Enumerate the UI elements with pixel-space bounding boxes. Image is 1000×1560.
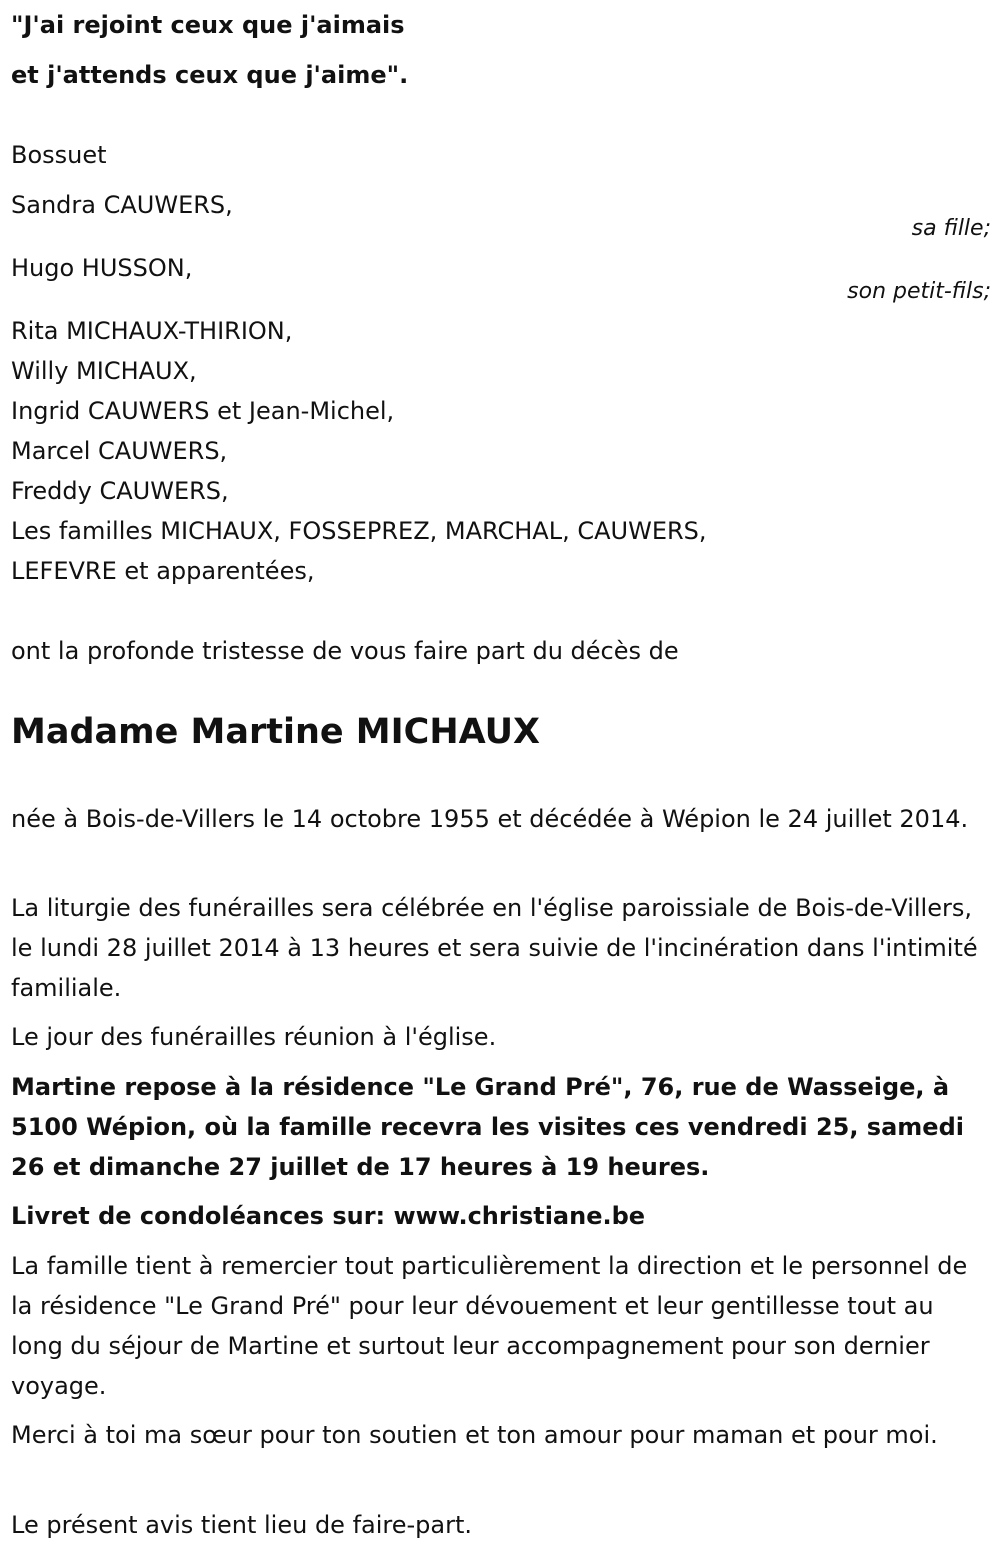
quote-line-2: et j'attends ceux que j'aime". bbox=[11, 61, 409, 89]
family-member: Willy MICHAUX, bbox=[11, 357, 197, 385]
sister-paragraph: Merci à toi ma sœur pour ton soutien et ton amour pour maman et pour moi. bbox=[11, 1421, 938, 1449]
daughter-name: Sandra CAUWERS, bbox=[11, 191, 233, 219]
grandson-relation: son petit-fils; bbox=[847, 279, 991, 304]
family-member: Marcel CAUWERS, bbox=[11, 437, 228, 465]
announcement-text: ont la profonde tristesse de vous faire part du décès de bbox=[11, 637, 679, 665]
meeting-paragraph: Le jour des funérailles réunion à l'église. bbox=[11, 1023, 497, 1051]
grandson-name: Hugo HUSSON, bbox=[11, 254, 193, 282]
family-member: Rita MICHAUX-THIRION, bbox=[11, 317, 293, 345]
place-name: Bossuet bbox=[11, 141, 107, 169]
family-member: Freddy CAUWERS, bbox=[11, 477, 229, 505]
family-member: Les familles MICHAUX, FOSSEPREZ, MARCHAL, CAUWERS, bbox=[11, 517, 707, 545]
family-member: LEFEVRE et apparentées, bbox=[11, 557, 315, 585]
birth-death-paragraph: née à Bois-de-Villers le 14 octobre 1955 et décédée à Wépion le 24 juillet 2014. bbox=[11, 805, 969, 833]
daughter-relation: sa fille; bbox=[911, 216, 991, 241]
deceased-name: Madame Martine MICHAUX bbox=[11, 712, 541, 752]
thanks-paragraph: La famille tient à remercier tout particulièrement la direction et le personnel de la résidence "Le Grand Pré" pour leur dévouement et leur gentillesse tout au long du séjour de Martine et surtout leur accompagnement pour son dernier voyage. bbox=[11, 1252, 968, 1400]
rest-paragraph: Martine repose à la résidence "Le Grand Pré", 76, rue de Wasseige, à 5100 Wépion, où la famille recevra les visites ces vendredi 25, samedi 26 et dimanche 27 juillet de 17 heures à 19 heures. bbox=[11, 1073, 964, 1181]
family-member: Ingrid CAUWERS et Jean-Michel, bbox=[11, 397, 395, 425]
quote-line-1: "J'ai rejoint ceux que j'aimais bbox=[11, 11, 405, 39]
condolences-line: Livret de condoléances sur: www.christiane.be bbox=[11, 1202, 646, 1230]
notice-line: Le présent avis tient lieu de faire-part. bbox=[11, 1511, 473, 1539]
liturgy-paragraph: La liturgie des funérailles sera célébrée en l'église paroissiale de Bois-de-Villers, le lundi 28 juillet 2014 à 13 heures et sera suivie de l'incinération dans l'intimité familiale. bbox=[11, 894, 978, 1002]
